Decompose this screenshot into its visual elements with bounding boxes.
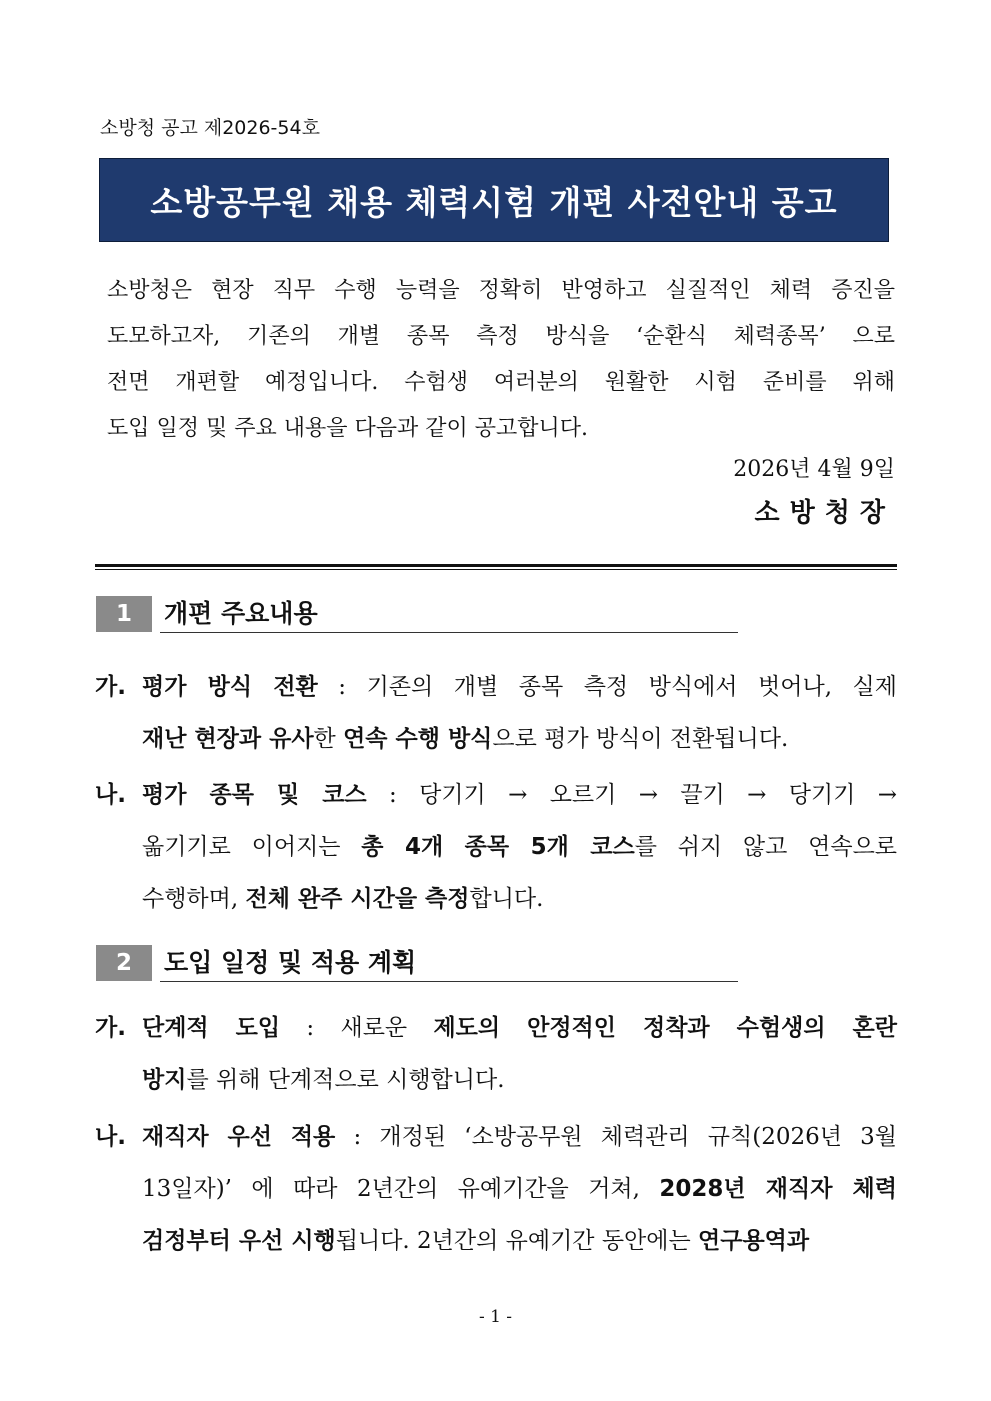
- item-line: [142, 1111, 897, 1163]
- item-body: [142, 1002, 897, 1106]
- item-text: 13일자)’ 에 따라 2년간의 유예기간을 거쳐,: [142, 1176, 660, 1202]
- item-marker: 가.: [95, 1015, 126, 1041]
- item-body: [142, 1111, 897, 1267]
- item-text-bold: 전체 완주 시간을 측정: [245, 886, 470, 912]
- item-text: 옮기기로 이어지는: [142, 834, 362, 860]
- item-line: [142, 1002, 897, 1054]
- item-line: [142, 873, 897, 925]
- item-text-bold: 재직자 우선 적용: [142, 1124, 336, 1150]
- item-line: [142, 1054, 897, 1106]
- item-line: [142, 713, 897, 765]
- item-text: : 당기기 → 오르기 → 끌기 → 당기기 →: [366, 782, 897, 808]
- item-marker: 나.: [95, 782, 126, 808]
- item-text: 으로 평가 방식이 전환됩니다.: [492, 726, 789, 752]
- item-text: 를 위해 단계적으로 시행합니다.: [186, 1067, 505, 1093]
- item-body: [142, 769, 897, 925]
- section-title: 개편 주요내용: [164, 599, 318, 628]
- item-text-bold: 단계적 도입: [142, 1015, 281, 1041]
- section-number: 1: [96, 596, 152, 632]
- item-text-bold: 제도의 안정적인 정착과 수험생의 혼란: [433, 1015, 897, 1041]
- item-marker: 가.: [95, 674, 126, 700]
- item-body: [142, 661, 897, 765]
- item-text: 됩니다. 2년간의 유예기간 동안에는: [335, 1228, 699, 1254]
- divider-thick: [95, 564, 897, 567]
- notice-number: 소방청 공고 제2026-54호: [100, 117, 320, 139]
- item-text-bold: 검정부터 우선 시행: [142, 1228, 336, 1254]
- item-text: 수행하며,: [142, 886, 246, 912]
- item-text-bold: 연구용역과: [698, 1228, 810, 1254]
- notice-title: [99, 158, 889, 242]
- page-number: - 1 -: [478, 1307, 513, 1327]
- item-text-bold: 평가 방식 전환: [142, 674, 318, 700]
- item-text-bold: 방지: [142, 1067, 187, 1093]
- section-underline: [160, 981, 738, 982]
- intro-paragraph: [107, 268, 895, 452]
- item-text-bold: 연속 수행 방식: [343, 726, 493, 752]
- item-text-bold: 재난 현장과 유사: [142, 726, 314, 752]
- intro-line: 소방청은 현장 직무 수행 능력을 정확히 반영하고 실질적인 체력 증진을: [107, 278, 895, 303]
- item-text: : 새로운: [280, 1015, 434, 1041]
- item-line: [142, 1215, 897, 1267]
- item-text: 합니다.: [469, 886, 544, 912]
- notice-title-text: 소방공무원 채용 체력시험 개편 사전안내 공고: [150, 182, 838, 222]
- item-text: 를 쉬지 않고 연속으로: [634, 834, 897, 860]
- section-header: [96, 596, 738, 634]
- item-line: [142, 1163, 897, 1215]
- intro-line: 도입 일정 및 주요 내용을 다음과 같이 공고합니다.: [107, 416, 588, 441]
- divider-thin: [95, 569, 897, 570]
- item-line: [142, 769, 897, 821]
- section-title: 도입 일정 및 적용 계획: [164, 948, 417, 977]
- section-underline: [160, 632, 738, 633]
- item-line: [142, 821, 897, 873]
- item-text-bold: 총 4개 종목 5개 코스: [361, 834, 635, 860]
- item-text: : 기존의 개별 종목 측정 방식에서 벗어나, 실제: [317, 674, 897, 700]
- signer: 소방청장: [754, 498, 895, 528]
- item-text: 한: [313, 726, 344, 752]
- item-text-bold: 평가 종목 및 코스: [142, 782, 367, 808]
- item-text-bold: 2028년 재직자 체력: [659, 1176, 897, 1202]
- item-line: [142, 661, 897, 713]
- intro-line: 전면 개편할 예정입니다. 수험생 여러분의 원활한 시험 준비를 위해: [107, 370, 895, 395]
- section-number: 2: [96, 945, 152, 981]
- intro-line: 도모하고자, 기존의 개별 종목 측정 방식을 ‘순환식 체력종목’ 으로: [107, 324, 895, 349]
- section-header: [96, 945, 738, 983]
- item-text: : 개정된 ‘소방공무원 체력관리 규칙(2026년 3월: [335, 1124, 897, 1150]
- item-marker: 나.: [95, 1124, 126, 1150]
- notice-date: 2026년 4월 9일: [733, 457, 895, 482]
